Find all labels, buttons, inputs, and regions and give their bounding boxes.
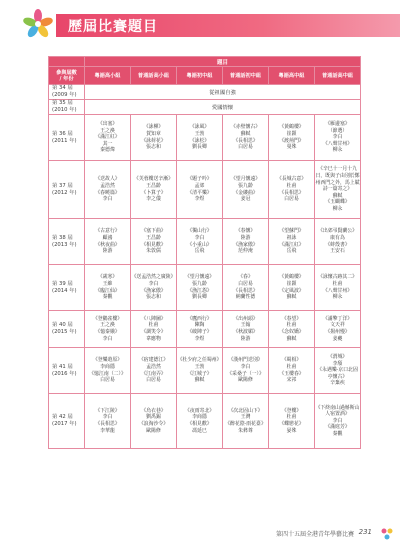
topic-cell: 《出塞》 王之渙 《滿江紅》 其一 秦德煒 [85, 115, 131, 161]
page-number: 231 [358, 528, 372, 536]
year-cell: 第 42 屆 (2017 年) [49, 394, 85, 449]
topic-cell: 《芙蓉樓送辛漸》 王昌齡 《卜算子》 李之儀 [131, 161, 177, 219]
table-corner [49, 57, 85, 67]
topic-cell: 《詠懷古跡其二》 杜甫 《八聲甘州》 柳永 [315, 265, 361, 311]
year-cell: 第 41 屆 (2016 年) [49, 348, 85, 394]
table-row [49, 161, 361, 219]
flower-icon [380, 527, 396, 541]
topic-cell: 《題子吟》 孟郊 《清平樂》 李煜 [177, 161, 223, 219]
topic-cell: 《下終南山過斛斯山人宿置酒》 李白 《滿庭芳》 秦觀 [315, 394, 361, 449]
table-row [49, 85, 361, 100]
topic-cell: 《春》 白居易 《長相思》 納蘭性德 [223, 265, 269, 311]
table-row [49, 311, 361, 348]
year-cell: 第 38 屆 (2013 年) [49, 219, 85, 265]
topic-cell: 《古意行》 顧鴻 《秋夜曲》 陸游 [85, 219, 131, 265]
topic-cell: 《宿建德江》 孟浩然 《江南弄》 白居易 [131, 348, 177, 394]
topic-cell: 《塞下曲》 王昌齡 《相見歡》 朱敦儒 [131, 219, 177, 265]
topic-cell: 《杜少府之任蜀州》 王勃 《江城子》 蘇軾 [177, 348, 223, 394]
topic-cell: 《辛巳十一月十九日，既與子由別於鄭州西門之外，馬上賦詩一篇寄之》 蘇軾 《玉蝴蝶》 柳永 [315, 161, 361, 219]
topic-cell: 《滿擎丁洋》 文天祥 《揚州慢》 姜夔 [315, 311, 361, 348]
table-row [49, 219, 361, 265]
topic-cell: 《次北固山下》 王灣 《醉花陰‧雨花臺》 朱彝尊 [223, 394, 269, 449]
year-cell: 第 35 屆 (2010 年) [49, 100, 85, 115]
year-cell: 第 39 屆 (2014 年) [49, 265, 85, 311]
topic-cell: 《歲寒》 王維 《臨江仙》 秦觀 [85, 265, 131, 311]
topic-cell: 《詠風》 王勃 《詠松》 劉長卿 [177, 115, 223, 161]
topic-cell: 《雁邊塞》 （節選） 李白 《八聲甘州》 柳永 [315, 115, 361, 161]
footer-text: 第四十五屆全港青年學藝比賽 [275, 531, 354, 538]
topic-cell: 《送孟浩然之廣陵》 李白 《漁家傲》 張志和 [131, 265, 177, 311]
col-header: 普通話高中組 [315, 67, 361, 85]
table-banner: 題目 [85, 57, 361, 67]
table-row [49, 100, 361, 115]
topic-cell: 《黃鶴樓》 崔顥 《渡荊門》 曼殊 [269, 115, 315, 161]
row-header: 參與屆數 / 年份 [49, 67, 85, 85]
col-header: 粵語初中組 [177, 67, 223, 85]
topic-cell: 《烏衣巷》 劉禹錫 《浪淘沙令》 歐陽修 [131, 394, 177, 449]
table-row [49, 265, 361, 311]
title-bar [56, 14, 400, 37]
topic-cell: 《登鸛雀樓》 王之渙 《憶秦娥》 李白 [85, 311, 131, 348]
page-header [0, 0, 400, 46]
topic-cell: 《蜀相》 杜甫 《玉樓春》 宋祁 [269, 348, 315, 394]
table-row [49, 348, 361, 394]
year-cell: 第 34 屆 (2009 年) [49, 85, 85, 100]
topic-cell: 《登樓》 杜甫 《蝶戀花》 晏殊 [269, 394, 315, 449]
year-cell: 第 40 屆 (2015 年) [49, 311, 85, 348]
topic-cell: 《漢州門送別》 李白 《采桑子（一）》 歐陽修 [223, 348, 269, 394]
topic-cell: 《獨山行》 李白 《小重山》 岳飛 [177, 219, 223, 265]
topic-cell: 《登樂遊原》 李商隱 《憶江南（二）》 白居易 [85, 348, 131, 394]
col-header: 普通話初中組 [223, 67, 269, 85]
topic-cell: 《赤壁懷古》 蘇軾 《長相思》 白居易 [223, 115, 269, 161]
year-cell: 第 37 屆 (2012 年) [49, 161, 85, 219]
merged-topic-cell: 愛國情懷 [85, 100, 361, 115]
col-header: 普通話高小組 [131, 67, 177, 85]
table-row [49, 115, 361, 161]
topic-cell: 《望月懷遠》 張九齡 《漁江怨》 劉長卿 [177, 265, 223, 311]
topic-cell: 《望月懷遠》 張九齡 《金縷曲》 姜冠 [223, 161, 269, 219]
topic-cell: 《鷹西行》 陳陶 《破陣子》 李煜 [177, 311, 223, 348]
year-cell: 第 36 屆 (2011 年) [49, 115, 85, 161]
col-header: 粵語高中組 [269, 67, 315, 85]
topic-cell: 《黃鶴樓》 崔顥 《定風波》 蘇軾 [269, 265, 315, 311]
competition-topics-table [48, 56, 361, 449]
merged-topic-cell: 從祖國自強 [85, 85, 361, 100]
topic-cell: 《渭城》 李頎 《永遇樂‧京口北固亭懷古》 辛棄疾 [315, 348, 361, 394]
topic-cell: 《望蘇門》 祖詠 《滿江紅》 岳飛 [269, 219, 315, 265]
topic-cell: 《春懷》 陸游 《漁家傲》 范仲淹 [223, 219, 269, 265]
topic-cell: 《出州頭》 王翰 《秋波媚》 陸游 [223, 311, 269, 348]
topic-cell: 《詠柳》 賀知章 《詠荷花》 張志和 [131, 115, 177, 161]
topic-cell: 《長城古意》 杜甫 《長相思》 白居易 [269, 161, 315, 219]
topic-cell: 《送故人》 孟浩然 《春曉篇》 李白 [85, 161, 131, 219]
topic-cell: 《夜雨寄北》 李商隱 《相見歡》 馮延巳 [177, 394, 223, 449]
topic-cell: 《下江陵》 李白 《長相思》 李華龍 [85, 394, 131, 449]
topic-cell: 《春望》 杜甫 《念奴嬌》 蘇軾 [269, 311, 315, 348]
table-row [49, 394, 361, 449]
col-header: 粵語高小組 [85, 67, 131, 85]
page-title: 歷屆比賽題目 [68, 19, 158, 35]
page-footer [0, 527, 400, 541]
topic-cell: 《八陣圖》 杜甫 《調笑令》 韋應物 [131, 311, 177, 348]
topic-cell: 《出郊弔賢蘭公》 康有為 《蚌殼書》 王安石 [315, 219, 361, 265]
flower-icon [22, 9, 54, 39]
